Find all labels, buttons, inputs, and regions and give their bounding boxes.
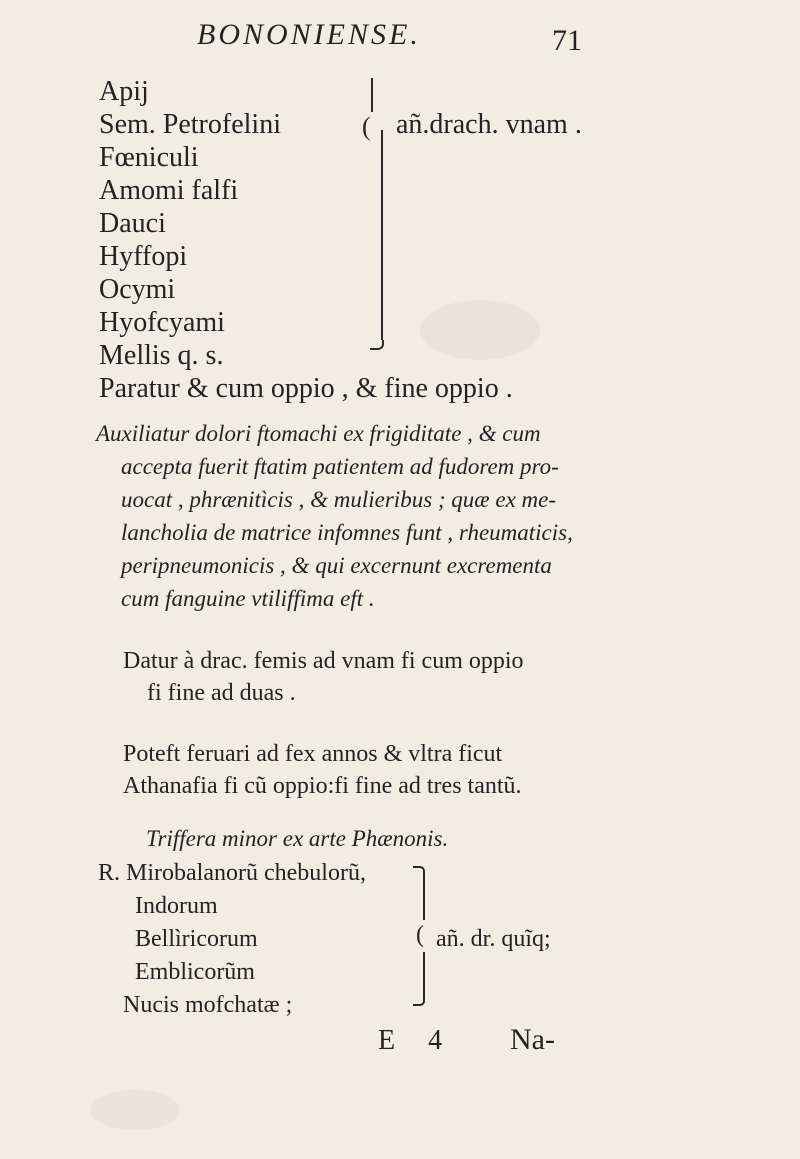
signature-mark: E 4 bbox=[378, 1025, 443, 1056]
page-number: 71 bbox=[552, 24, 582, 57]
recipe-title: Triffera minor ex arte Phænonis. bbox=[146, 826, 449, 851]
ingredient-item: Dauci bbox=[99, 208, 166, 239]
ingredient-item: Bellìricorum bbox=[135, 926, 258, 952]
dose-text: añ.drach. vnam . bbox=[396, 109, 582, 140]
preparation-note: Paratur & cum oppio , & fine oppio . bbox=[99, 373, 513, 404]
book-page: BONONIENSE. 71 Apij Sem. Petrofelini Fœniculi Amomi falfi Dauci Hyffopi Ocymi Hyofcyami Mellis q. s. ( añ.drach. vnam . Paratur & cum oppio , & fine oppio . Auxiliatur dolori ftomachi ex frigiditate , & cum accepta fuerit ftatim patientem ad fudorem pro- uocat , phrænitìcis , & mulieribus ; quæ ex me- lancholia de matrice infomnes funt , rheumaticis, peripneumonicis , & qui excernunt excrementa cum fanguine vtiliffima eft . Datur à drac. femis ad vnam fi cum oppio fi fine ad duas . Poteft feruari ad fex annos & vltra ficut Athanafia fi cũ oppio:fi fine ad tres tantũ. Triffera minor ex arte Phænonis. R. Mirobalanorũ chebulorũ, Indorum Bellìricorum Emblicorũm Nucis mofchatæ ; ( añ. dr. quĩq; E 4 Na- bbox=[0, 0, 800, 1159]
catchword: Na- bbox=[510, 1023, 555, 1056]
ingredient-item: Mellis q. s. bbox=[99, 340, 224, 371]
ingredient-item: Emblicorũm bbox=[135, 959, 255, 985]
ingredient-item: Apij bbox=[99, 76, 149, 107]
ingredient-item: Nucis mofchatæ ; bbox=[123, 992, 293, 1018]
description-line: lancholia de matrice infomnes funt , rheumaticis, bbox=[121, 520, 573, 545]
ingredient-item: R. Mirobalanorũ chebulorũ, bbox=[98, 860, 366, 886]
description-line: peripneumonicis , & qui excernunt excrementa bbox=[121, 553, 552, 578]
dose-text: añ. dr. quĩq; bbox=[436, 926, 551, 952]
description-line: Auxiliatur dolori ftomachi ex frigiditate , & cum bbox=[96, 421, 541, 446]
ingredient-item: Hyffopi bbox=[99, 241, 188, 272]
ingredient-item: Ocymi bbox=[99, 274, 176, 305]
ingredient-item: Fœniculi bbox=[99, 142, 199, 173]
ingredient-item: Hyofcyami bbox=[99, 307, 225, 338]
paper-stain bbox=[90, 1090, 180, 1130]
description-line: accepta fuerit ftatim patientem ad fudorem pro- bbox=[121, 454, 559, 479]
ingredient-item: Sem. Petrofelini bbox=[99, 109, 281, 140]
paper-stain bbox=[420, 300, 540, 360]
ingredient-item: Indorum bbox=[135, 893, 218, 919]
running-header: BONONIENSE. bbox=[197, 18, 421, 51]
storage-line: Poteft feruari ad fex annos & vltra ficut bbox=[123, 741, 503, 767]
storage-line: Athanafia fi cũ oppio:fi fine ad tres tantũ. bbox=[123, 773, 522, 799]
description-line: cum fanguine vtiliffima eft . bbox=[121, 586, 375, 611]
dosage-line: fi fine ad duas . bbox=[147, 680, 296, 706]
dosage-line: Datur à drac. femis ad vnam fi cum oppio bbox=[123, 648, 524, 674]
ingredient-item: Amomi falfi bbox=[99, 175, 239, 206]
description-line: uocat , phrænitìcis , & mulieribus ; quæ ex me- bbox=[121, 487, 557, 512]
